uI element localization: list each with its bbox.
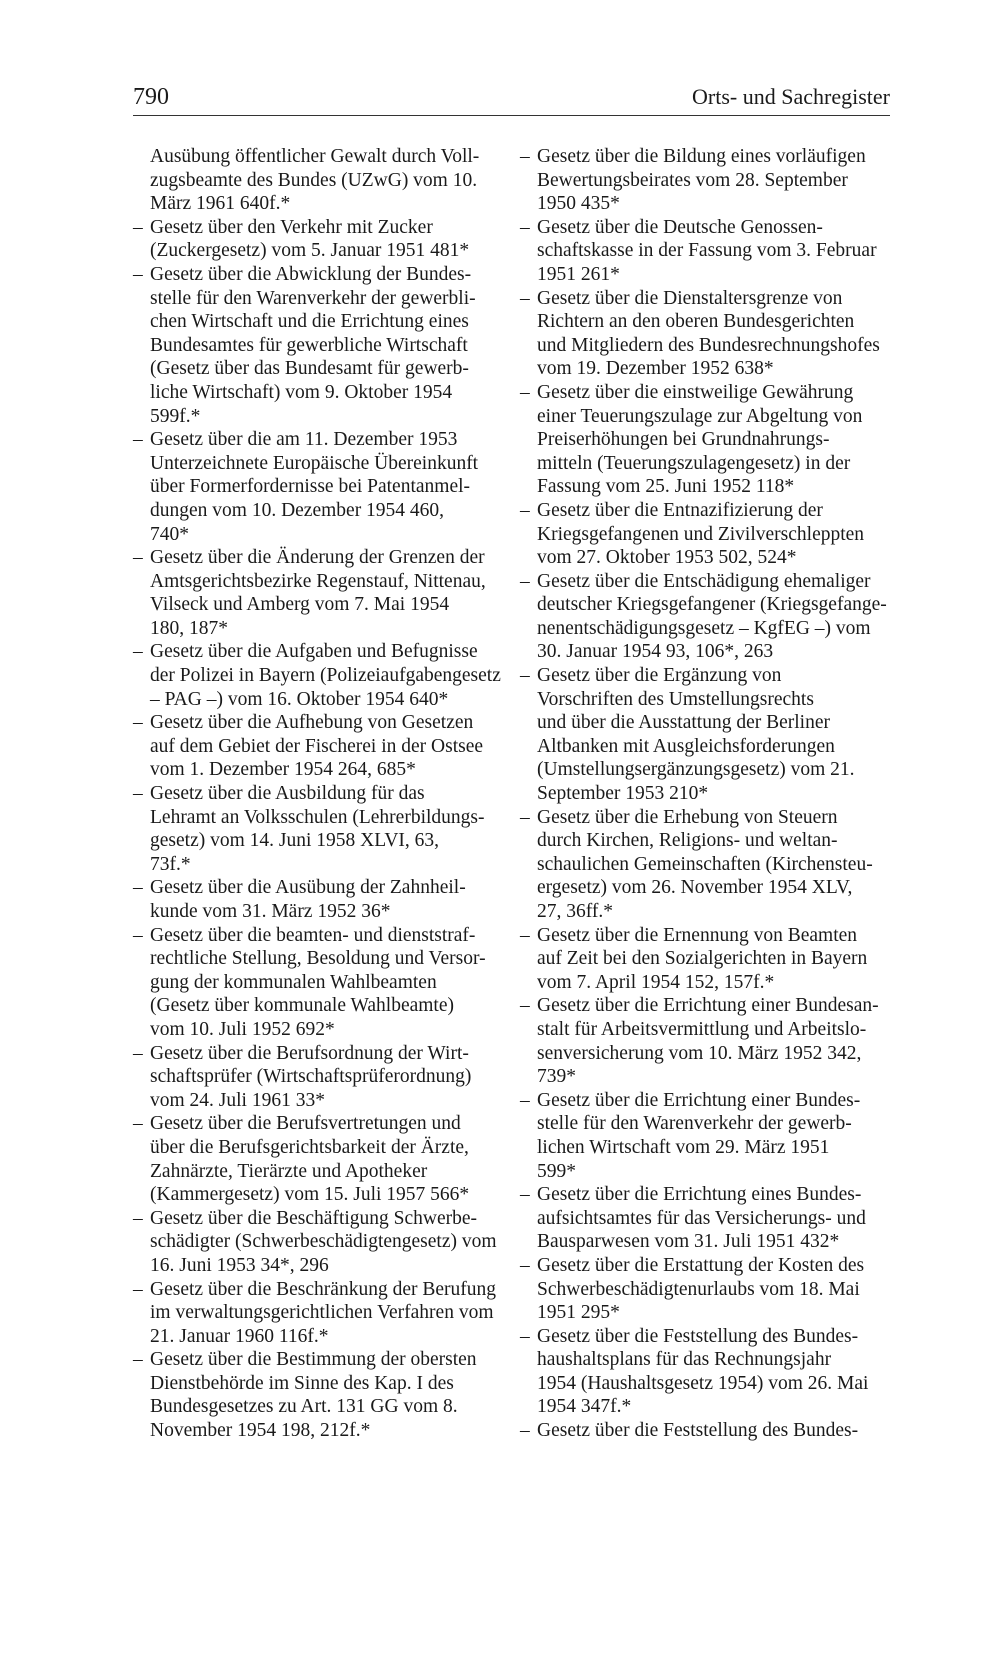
entry-line: 30. Januar 1954 93, 106*, 263: [537, 641, 774, 663]
entry-dash: –: [133, 547, 143, 569]
entry-dash: –: [520, 499, 530, 521]
entry-dash: –: [520, 665, 530, 687]
entry-line: November 1954 198, 212f.*: [150, 1420, 371, 1442]
entry-line: Dienstbehörde im Sinne des Kap. I des: [150, 1372, 454, 1394]
page-number: 790: [133, 84, 169, 110]
index-entry: [133, 782, 503, 876]
entry-line: schaulichen Gemeinschaften (Kirchensteu-: [537, 853, 873, 875]
entry-line: März 1961 640f.*: [150, 193, 291, 215]
entry-dash: –: [133, 783, 143, 805]
entry-line: Zahnärzte, Tierärzte und Apotheker: [150, 1160, 428, 1182]
index-entry: [520, 1419, 890, 1443]
entry-line: Amtsgerichtsbezirke Regenstauf, Nittenau,: [150, 570, 486, 592]
entry-line: einer Teuerungszulage zur Abgeltung von: [537, 405, 863, 427]
entry-line: Richtern an den oberen Bundesgerichten: [537, 311, 855, 333]
entry-line: senversicherung vom 10. März 1952 342,: [537, 1042, 862, 1064]
entry-line: Gesetz über die am 11. Dezember 1953: [150, 429, 458, 451]
entry-dash: –: [133, 1207, 143, 1229]
entry-dash: –: [520, 806, 530, 828]
entry-line: Gesetz über die Berufsordnung der Wirt-: [150, 1042, 469, 1064]
entry-dash: –: [133, 429, 143, 451]
entry-line: schaftsprüfer (Wirtschaftsprüferordnung): [150, 1066, 472, 1088]
entry-line: gesetz) vom 14. Juni 1958 XLVI, 63,: [150, 830, 440, 852]
entry-line: und Mitgliedern des Bundesrechnungshofes: [537, 334, 880, 356]
entry-line: 1951 261*: [537, 263, 620, 285]
index-entry: [133, 1042, 503, 1113]
index-entry: [520, 216, 890, 287]
entry-line: 1951 295*: [537, 1302, 620, 1324]
entry-line: chen Wirtschaft und die Errichtung eines: [150, 311, 469, 333]
entry-line: rechtliche Stellung, Besoldung und Versor-: [150, 948, 486, 970]
entry-line: Gesetz über die Ernennung von Beamten: [537, 924, 858, 946]
index-entry: [520, 1325, 890, 1419]
entry-line: 1950 435*: [537, 193, 620, 215]
index-entry: [133, 1112, 503, 1206]
entry-dash: –: [520, 1184, 530, 1206]
entry-line: vom 1. Dezember 1954 264, 685*: [150, 759, 416, 781]
entry-line: über Formerfordernisse bei Patentanmel-: [150, 476, 471, 498]
index-entry: [133, 546, 503, 640]
entry-line: Gesetz über die Bestimmung der obersten: [150, 1349, 477, 1371]
entry-line: Gesetz über die Abwicklung der Bundes-: [150, 263, 472, 285]
running-head: Orts- und Sachregister: [692, 84, 890, 109]
entry-line: 599f.*: [150, 405, 201, 427]
entry-line: liche Wirtschaft) vom 9. Oktober 1954: [150, 381, 453, 403]
index-entry: [133, 1348, 503, 1442]
entry-line: 27, 36ff.*: [537, 901, 614, 922]
entry-line: Gesetz über die Bildung eines vorläufigen: [537, 146, 866, 167]
index-entry: [520, 499, 890, 570]
index-entry: [520, 924, 890, 995]
entry-line: kunde vom 31. März 1952 36*: [150, 901, 391, 922]
index-column-right: [520, 145, 890, 1443]
entry-line: lichen Wirtschaft vom 29. März 1951: [537, 1136, 830, 1158]
entry-line: 740*: [150, 523, 189, 545]
index-entry: [133, 876, 503, 923]
entry-line: – PAG –) vom 16. Oktober 1954 640*: [150, 688, 449, 710]
index-entry: [133, 145, 503, 216]
entry-line: mitteln (Teuerungszulagengesetz) in der: [537, 452, 851, 474]
entry-line: 599*: [537, 1160, 576, 1182]
entry-line: Gesetz über die Feststellung des Bundes-: [537, 1325, 859, 1347]
entry-line: stelle für den Warenverkehr der gewerbli-: [150, 287, 476, 309]
entry-line: 180, 187*: [150, 617, 228, 639]
entry-line: Bewertungsbeirates vom 28. September: [537, 169, 848, 191]
entry-line: Preiserhöhungen bei Grundnahrungs-: [537, 429, 830, 451]
index-entry: [133, 924, 503, 1042]
index-entry: [520, 381, 890, 499]
entry-dash: –: [133, 263, 143, 285]
entry-line: vom 7. April 1954 152, 157f.*: [537, 971, 775, 993]
entry-dash: –: [133, 877, 143, 899]
entry-dash: –: [520, 216, 530, 238]
entry-line: über die Berufsgerichtsbarkeit der Ärzte,: [150, 1136, 469, 1158]
entry-line: Gesetz über die Entschädigung ehemaliger: [537, 570, 871, 592]
page-header: [133, 82, 890, 116]
entry-line: (Zuckergesetz) vom 5. Januar 1951 481*: [150, 240, 470, 262]
entry-line: 1954 347f.*: [537, 1396, 632, 1418]
entry-line: Gesetz über die Beschränkung der Berufung: [150, 1278, 497, 1300]
entry-line: Gesetz über die Dienstaltersgrenze von: [537, 287, 843, 309]
entry-dash: –: [520, 381, 530, 403]
index-entry: [133, 216, 503, 263]
entry-line: Gesetz über die Beschäftigung Schwerbe-: [150, 1207, 478, 1229]
entry-line: Gesetz über die Ergänzung von: [537, 665, 782, 687]
entry-dash: –: [133, 1278, 143, 1300]
entry-dash: –: [133, 1042, 143, 1064]
entry-line: deutscher Kriegsgefangener (Kriegsgefange-: [537, 594, 887, 616]
index-column-left: [133, 145, 503, 1443]
entry-line: Fassung vom 25. Juni 1952 118*: [537, 476, 795, 498]
entry-dash: –: [133, 924, 143, 946]
entry-line: September 1953 210*: [537, 783, 709, 805]
entry-line: dungen vom 10. Dezember 1954 460,: [150, 499, 445, 521]
entry-line: nenentschädigungsgesetz – KgfEG –) vom: [537, 617, 871, 639]
entry-line: 73f.*: [150, 853, 191, 875]
entry-line: auf dem Gebiet der Fischerei in der Ostsee: [150, 735, 484, 757]
index-entry: [133, 1278, 503, 1349]
entry-line: Vorschriften des Umstellungsrechts: [537, 688, 814, 710]
index-entry: [520, 994, 890, 1088]
entry-line: vom 19. Dezember 1952 638*: [537, 358, 774, 380]
index-entry: [520, 1183, 890, 1254]
index-entry: [520, 145, 890, 216]
entry-line: auf Zeit bei den Sozialgerichten in Bayern: [537, 948, 868, 970]
entry-dash: –: [133, 216, 143, 238]
entry-line: ergesetz) vom 26. November 1954 XLV,: [537, 877, 853, 899]
entry-line: Gesetz über die Deutsche Genossen-: [537, 216, 823, 238]
entry-line: Gesetz über die Errichtung einer Bundes-: [537, 1089, 861, 1111]
entry-line: Altbanken mit Ausgleichsforderungen: [537, 735, 835, 757]
entry-line: Lehramt an Volksschulen (Lehrerbildungs-: [150, 806, 485, 828]
index-entry: [520, 806, 890, 924]
entry-dash: –: [133, 1349, 143, 1371]
entry-dash: –: [520, 570, 530, 592]
entry-line: schaftskasse in der Fassung vom 3. Februar: [537, 240, 877, 262]
index-entry: [133, 428, 503, 546]
index-entry: [520, 1089, 890, 1183]
entry-line: Gesetz über die Erstattung der Kosten des: [537, 1254, 865, 1276]
entry-dash: –: [133, 1113, 143, 1135]
index-entry: [133, 640, 503, 711]
entry-line: Bundesgesetzes zu Art. 131 GG vom 8.: [150, 1396, 458, 1418]
entry-dash: –: [520, 1254, 530, 1276]
entry-dash: –: [133, 712, 143, 734]
entry-dash: –: [520, 1325, 530, 1347]
entry-line: Gesetz über die Ausbildung für das: [150, 783, 425, 805]
entry-line: im verwaltungsgerichtlichen Verfahren vom: [150, 1302, 494, 1324]
entry-line: Gesetz über die Erhebung von Steuern: [537, 806, 838, 828]
entry-line: vom 10. Juli 1952 692*: [150, 1018, 335, 1040]
entry-line: vom 24. Juli 1961 33*: [150, 1089, 325, 1111]
entry-line: der Polizei in Bayern (Polizeiaufgabengesetz: [150, 665, 501, 687]
entry-line: (Gesetz über das Bundesamt für gewerb-: [150, 358, 469, 380]
entry-line: Unterzeichnete Europäische Übereinkunft: [150, 452, 479, 474]
entry-dash: –: [520, 1089, 530, 1111]
entry-line: 16. Juni 1953 34*, 296: [150, 1254, 329, 1276]
entry-line: und über die Ausstattung der Berliner: [537, 712, 830, 734]
entry-line: Gesetz über die beamten- und dienststraf-: [150, 924, 476, 946]
entry-line: vom 27. Oktober 1953 502, 524*: [537, 547, 797, 569]
index-entry: [133, 263, 503, 428]
entry-line: Gesetz über die Errichtung eines Bundes-: [537, 1184, 862, 1206]
entry-dash: –: [520, 287, 530, 309]
index-entry: [520, 1254, 890, 1325]
entry-line: Ausübung öffentlicher Gewalt durch Voll-: [150, 146, 480, 167]
entry-line: Gesetz über die einstweilige Gewährung: [537, 381, 854, 403]
entry-line: Gesetz über den Verkehr mit Zucker: [150, 216, 433, 238]
entry-line: Gesetz über die Errichtung einer Bundesan-: [537, 995, 879, 1017]
entry-line: Gesetz über die Aufgaben und Befugnisse: [150, 641, 478, 663]
entry-line: Gesetz über die Berufsvertretungen und: [150, 1113, 461, 1135]
entry-dash: –: [520, 146, 530, 167]
entry-line: Gesetz über die Feststellung des Bundes-: [537, 1420, 859, 1442]
entry-line: durch Kirchen, Religions- und weltan-: [537, 830, 838, 852]
entry-line: Vilseck und Amberg vom 7. Mai 1954: [150, 594, 450, 616]
index-entry: [133, 711, 503, 782]
entry-line: stalt für Arbeitsvermittlung und Arbeitslo-: [537, 1018, 867, 1040]
index-entry: [520, 287, 890, 381]
entry-line: Gesetz über die Änderung der Grenzen der: [150, 547, 485, 569]
entry-line: (Kammergesetz) vom 15. Juli 1957 566*: [150, 1184, 470, 1206]
entry-line: (Gesetz über kommunale Wahlbeamte): [150, 995, 454, 1017]
entry-line: haushaltsplans für das Rechnungsjahr: [537, 1349, 832, 1371]
entry-line: Gesetz über die Entnazifizierung der: [537, 499, 823, 521]
entry-line: gung der kommunalen Wahlbeamten: [150, 971, 437, 993]
index-entry: [520, 664, 890, 806]
entry-line: stelle für den Warenverkehr der gewerb-: [537, 1113, 852, 1135]
entry-line: Gesetz über die Aufhebung von Gesetzen: [150, 712, 474, 734]
entry-line: 21. Januar 1960 116f.*: [150, 1325, 329, 1347]
entry-line: zugsbeamte des Bundes (UZwG) vom 10.: [150, 169, 478, 191]
entry-line: Bundesamtes für gewerbliche Wirtschaft: [150, 334, 468, 356]
entry-dash: –: [520, 1420, 530, 1442]
entry-line: Bausparwesen vom 31. Juli 1951 432*: [537, 1231, 840, 1253]
entry-line: 1954 (Haushaltsgesetz 1954) vom 26. Mai: [537, 1372, 869, 1394]
entry-line: schädigter (Schwerbeschädigtengesetz) vom: [150, 1231, 497, 1253]
entry-dash: –: [133, 641, 143, 663]
index-entry: [520, 570, 890, 664]
header-rule: [133, 115, 890, 116]
entry-line: 739*: [537, 1066, 576, 1088]
entry-line: Kriegsgefangenen und Zivilverschleppten: [537, 523, 865, 545]
index-entry: [133, 1207, 503, 1278]
entry-line: Gesetz über die Ausübung der Zahnheil-: [150, 877, 466, 899]
entry-dash: –: [520, 995, 530, 1017]
entry-line: aufsichtsamtes für das Versicherungs- und: [537, 1207, 866, 1229]
entry-dash: –: [520, 924, 530, 946]
entry-line: (Umstellungsergänzungsgesetz) vom 21.: [537, 759, 855, 781]
entry-line: Schwerbeschädigtenurlaubs vom 18. Mai: [537, 1278, 860, 1300]
